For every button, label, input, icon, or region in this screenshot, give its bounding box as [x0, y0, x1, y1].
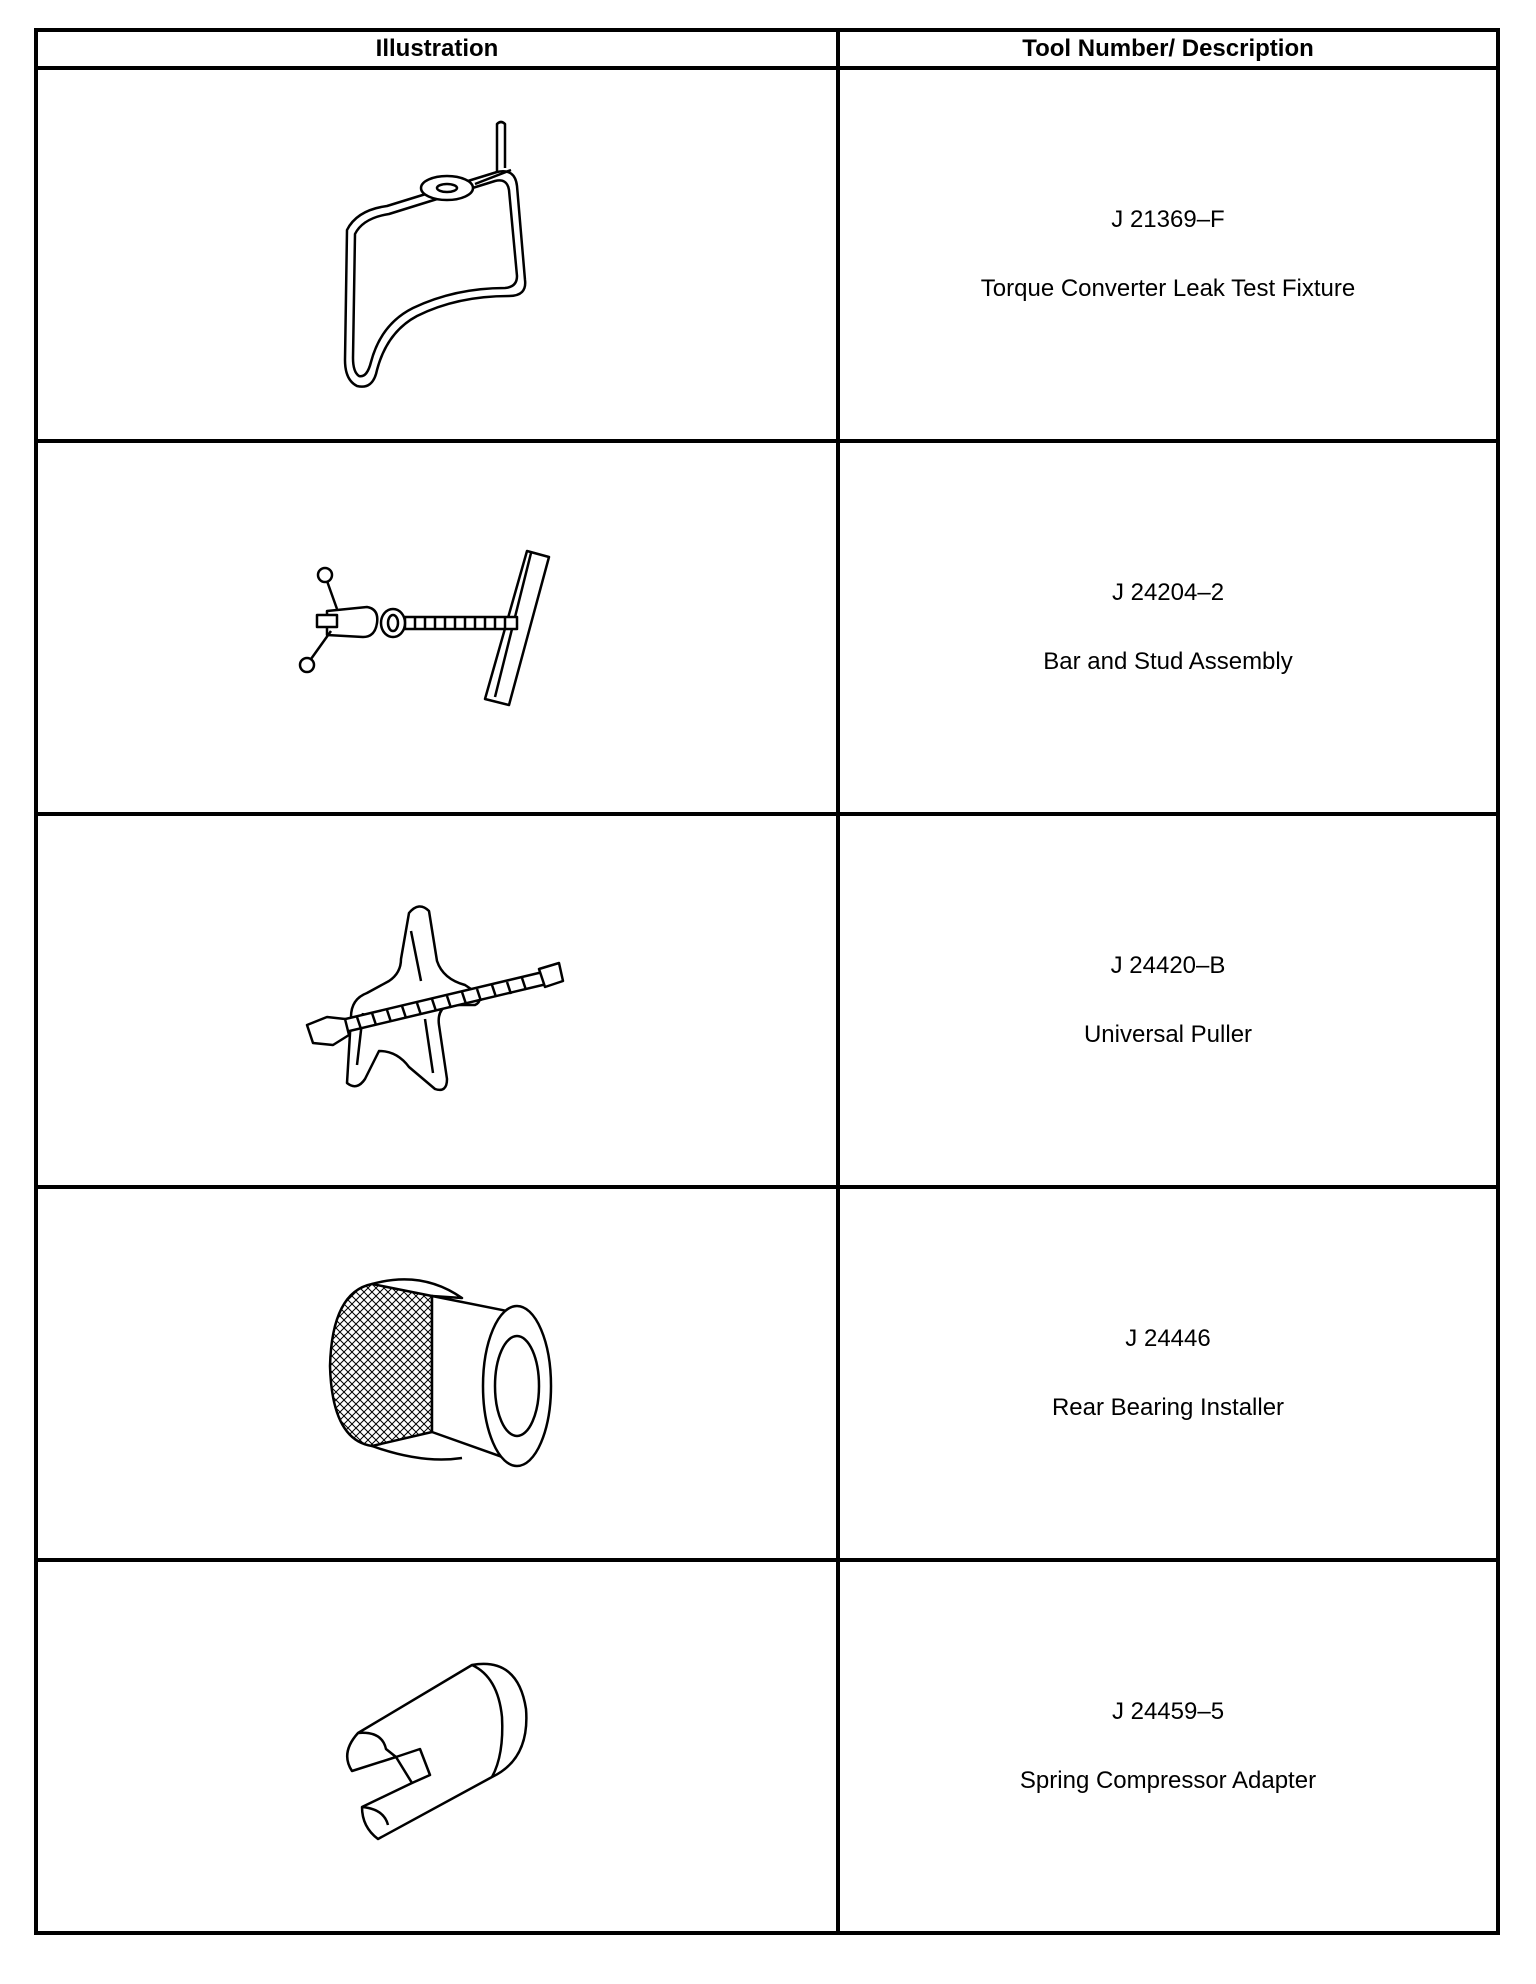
table-row: [36, 441, 1498, 814]
tool-description: Spring Compressor Adapter: [1019, 1766, 1317, 1794]
illustration-cell: [36, 814, 838, 1187]
description-cell: [838, 1187, 1498, 1560]
tool-number: J 21369–F: [1111, 205, 1225, 233]
header-tool-description: Tool Number/ Description: [838, 30, 1498, 68]
illustration-cell: [36, 68, 838, 441]
illustration-cell: [36, 1560, 838, 1933]
tool-number: J 24420–B: [1110, 951, 1226, 979]
tool-description: Bar and Stud Assembly: [1043, 647, 1293, 675]
tool-number: J 24204–2: [1111, 578, 1225, 606]
table-row: [36, 1187, 1498, 1560]
description-cell: [838, 68, 1498, 441]
tool-description: Torque Converter Leak Test Fixture: [980, 274, 1356, 302]
bar-and-stud-icon: [287, 543, 587, 713]
tool-description: Universal Puller: [1083, 1020, 1253, 1048]
tool-description: Rear Bearing Installer: [1051, 1393, 1285, 1421]
illustration-cell: [36, 1187, 838, 1560]
spring-adapter-icon: [322, 1647, 552, 1847]
description-cell: [838, 814, 1498, 1187]
header-illustration: Illustration: [36, 30, 838, 68]
description-cell: [838, 1560, 1498, 1933]
universal-puller-icon: [297, 901, 577, 1101]
tool-number: J 24459–5: [1111, 1697, 1225, 1725]
table-row: [36, 1560, 1498, 1933]
description-cell: [838, 441, 1498, 814]
tool-number: J 24446: [1125, 1324, 1211, 1352]
leak-test-fixture-icon: [327, 110, 547, 400]
bearing-installer-icon: [312, 1264, 562, 1484]
table-row: [36, 814, 1498, 1187]
illustration-cell: [36, 441, 838, 814]
header-row: [36, 30, 1498, 68]
tool-table: [34, 28, 1500, 1935]
table-row: [36, 68, 1498, 441]
